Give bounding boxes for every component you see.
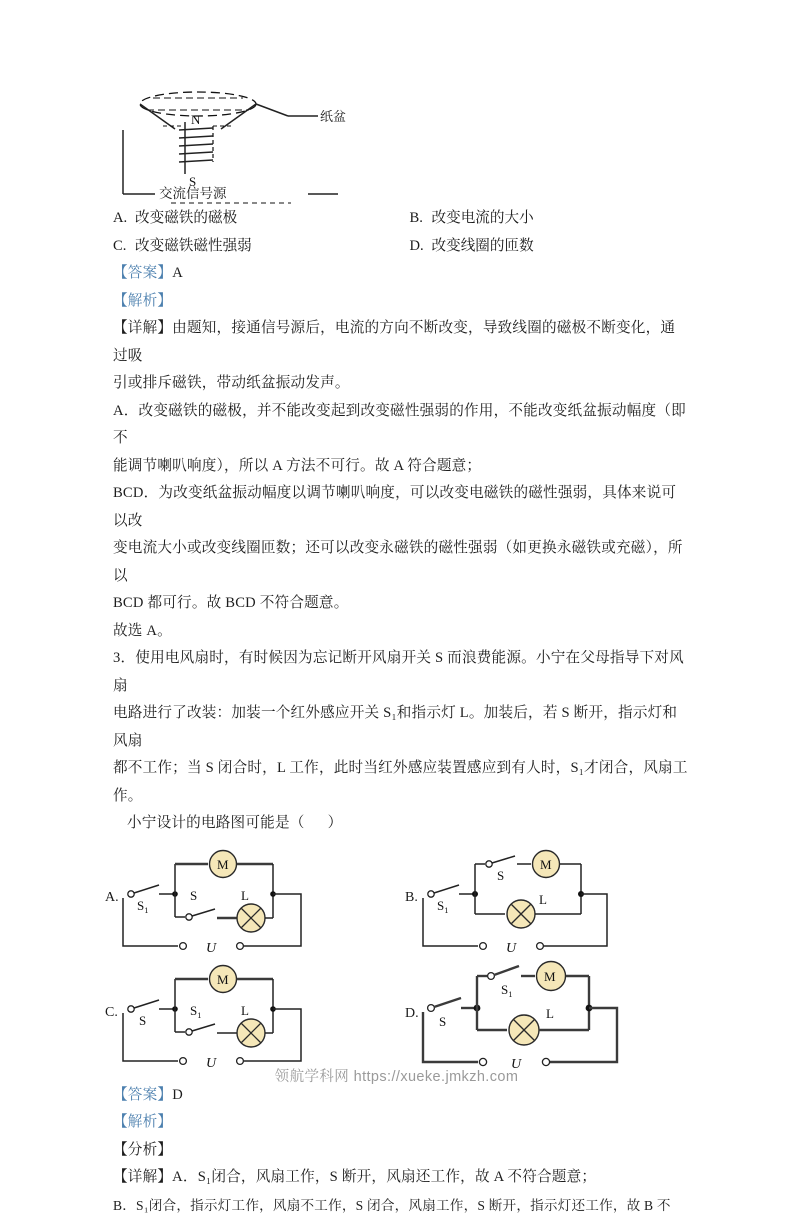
motor-label: M: [217, 857, 229, 872]
circuit-option-b[interactable]: [413, 842, 703, 960]
source-label: U: [511, 1057, 522, 1072]
option-c[interactable]: [113, 233, 392, 261]
option-d[interactable]: [392, 233, 689, 261]
answer-value: A: [172, 265, 183, 281]
question2-detail-line-6: 变电流大小或改变线圈匝数；还可以改变永磁铁的磁性强弱（如更换永磁铁或充磁），所以: [113, 535, 688, 590]
circuit-option-a[interactable]: [113, 842, 403, 960]
option-a[interactable]: [113, 205, 392, 233]
switch-s-label: S: [190, 888, 197, 903]
switch-s-label: S: [439, 1014, 446, 1029]
question3-stem-line-1: 3．使用电风扇时，有时候因为忘记断开风扇开关 S 而浪费能源。小宁在父母指导下对风扇: [113, 645, 688, 700]
terminal-left: [480, 942, 487, 949]
question2-analysis-tag-line: [113, 288, 688, 316]
question3-detail-line-2: B．S₁闭合，指示灯工作，风扇不工作，S 闭合，风扇工作，S 断开，指示灯还工作，故 B 不: [113, 1192, 688, 1219]
terminal-right: [237, 1057, 244, 1064]
terminal-left: [180, 1057, 187, 1064]
circuit-option-d[interactable]: [413, 954, 703, 1072]
answer-value: D: [172, 1087, 183, 1103]
circuit-option-c-letter: C.: [105, 1005, 118, 1021]
switch-s1-label: $S_1$: [190, 1003, 201, 1020]
answer-tag: 【答案】: [113, 1087, 172, 1103]
question3-circuit-options: [113, 842, 688, 1082]
speaker-cone-label: 纸盆: [320, 106, 346, 125]
question2-detail-line-7: BCD 都可行。故 BCD 不符合题意。: [113, 590, 688, 618]
option-b-letter: B.: [410, 205, 432, 233]
circuit-option-b-letter: B.: [405, 890, 418, 906]
question2-detail-line-2: 引或排斥磁铁，带动纸盆振动发声。: [113, 370, 688, 398]
magnet-pole-north-label: N: [191, 112, 201, 127]
source-label: U: [206, 1056, 217, 1071]
analysis-tag: 【解析】: [113, 293, 172, 309]
terminal-right: [537, 942, 544, 949]
question2-detail-line-1: 【详解】由题知，接通信号源后，电流的方向不断改变，导致线圈的磁极不断变化，通过吸: [113, 315, 688, 370]
terminal-left: [180, 942, 187, 949]
circuit-option-c[interactable]: [113, 957, 403, 1075]
motor-label: M: [217, 972, 229, 987]
source-label: U: [206, 941, 217, 956]
question2-detail-line-4: 能调节喇叭响度），所以 A 方法不可行。故 A 符合题意；: [113, 453, 688, 481]
question2-options-row-2: [113, 233, 688, 261]
question3-stem-line-3: 都不工作；当 S 闭合时，L 工作，此时当红外感应装置感应到有人时，S₁才闭合，风扇工作。: [113, 755, 688, 810]
question2-detail-line-5: BCD．为改变纸盆振动幅度以调节喇叭响度，可以改变电磁铁的磁性强弱，具体来说可以改: [113, 480, 688, 535]
footer-watermark: 领航学科网 https://xueke.jmkzh.com: [0, 1065, 793, 1086]
question3-stem-line-4: 小宁设计的电路图可能是（ ）: [113, 810, 688, 838]
question2-detail-line-8: 故选 A。: [113, 618, 688, 646]
question2-answer-line: [113, 260, 688, 288]
motor-label: M: [544, 969, 556, 984]
lamp-text-label: L: [241, 1003, 249, 1018]
document-body: [113, 80, 688, 1219]
switch-s1-label: $S_1$: [437, 898, 448, 915]
motor-label: M: [540, 857, 552, 872]
option-a-letter: A.: [113, 205, 135, 233]
option-c-letter: C.: [113, 233, 135, 261]
circuit-option-a-letter: A.: [105, 890, 119, 906]
switch-s-label: S: [139, 1013, 146, 1028]
question2-detail-line-3: A．改变磁铁的磁极，并不能改变起到改变磁性强弱的作用，不能改变纸盆振动幅度（即不: [113, 398, 688, 453]
lamp-text-label: L: [539, 892, 547, 907]
switch-s-label: S: [497, 868, 504, 883]
option-c-text: 改变磁铁磁性强弱: [135, 233, 252, 261]
ac-source-label: 交流信号源: [159, 182, 227, 202]
option-b-text: 改变电流的大小: [432, 205, 534, 233]
magnet-pole-south-label: S: [189, 174, 196, 189]
option-d-letter: D.: [410, 233, 432, 261]
lamp-text-label: L: [241, 888, 249, 903]
lamp-text-label: L: [546, 1006, 554, 1021]
question3-analysis-tag-line: [113, 1109, 688, 1137]
option-b[interactable]: [392, 205, 689, 233]
circuit-option-d-letter: D.: [405, 1006, 419, 1022]
question2-options-row-1: [113, 205, 688, 233]
answer-tag: 【答案】: [113, 265, 172, 281]
switch-s1-label: $S_1$: [137, 898, 148, 915]
terminal-right: [237, 942, 244, 949]
question3-section-tag-line: 【分析】: [113, 1137, 688, 1165]
source-label: U: [506, 941, 517, 956]
option-a-text: 改变磁铁的磁极: [135, 205, 237, 233]
question3-stem-line-2: 电路进行了改装：加装一个红外感应开关 S₁和指示灯 L。加装后，若 S 断开，指示灯和风扇: [113, 700, 688, 755]
switch-s1-label: $S_1$: [501, 982, 512, 999]
option-d-text: 改变线圈的匝数: [432, 233, 534, 261]
analysis-tag: 【解析】: [113, 1114, 172, 1130]
question3-detail-line-1: 【详解】A．S₁闭合，风扇工作，S 断开，风扇还工作，故 A 不符合题意；: [113, 1164, 688, 1192]
